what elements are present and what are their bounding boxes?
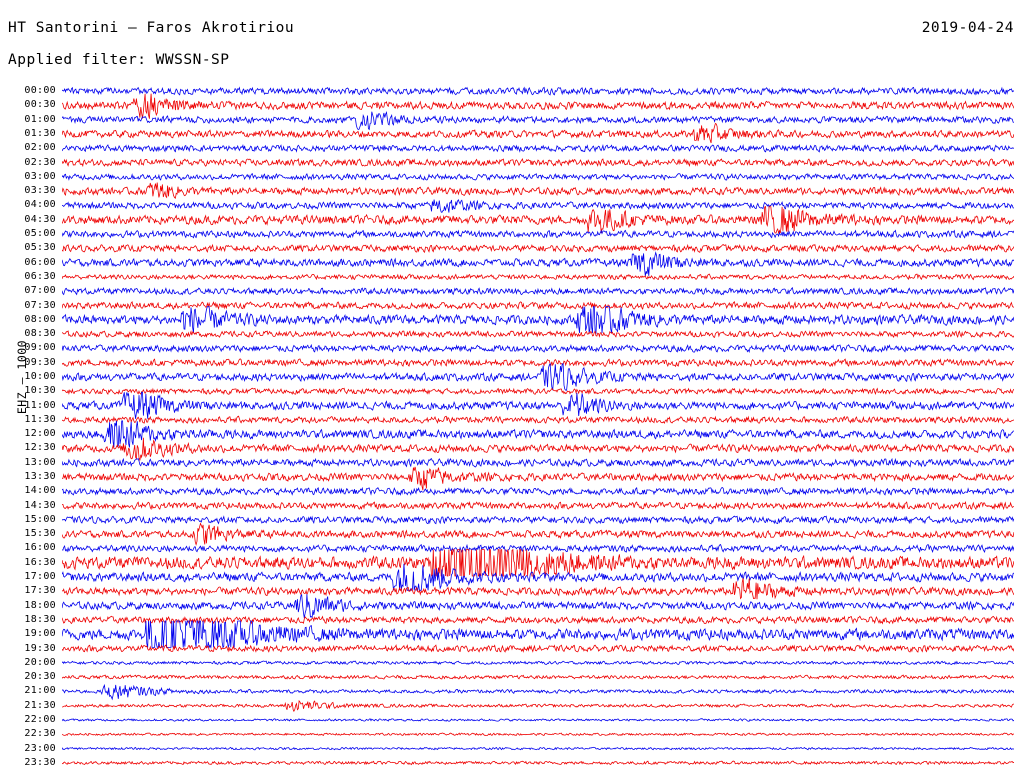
- time-tick-label: 08:00: [24, 313, 56, 325]
- time-tick-label: 09:00: [24, 342, 56, 354]
- trace-row: [62, 174, 1014, 180]
- trace-row: [62, 438, 1014, 461]
- time-tick-label: 14:00: [24, 485, 56, 497]
- time-tick-label: 18:00: [24, 599, 56, 611]
- trace-row: [62, 719, 1014, 722]
- trace-row: [62, 524, 1014, 545]
- trace-row: [62, 274, 1014, 279]
- applied-filter-label: Applied filter: WWSSN-SP: [8, 52, 230, 68]
- trace-row: [62, 200, 1014, 213]
- time-tick-label: 20:30: [24, 671, 56, 683]
- time-tick-label: 11:00: [24, 399, 56, 411]
- trace-row: [62, 733, 1014, 736]
- time-tick-label: 21:30: [24, 699, 56, 711]
- trace-row: [62, 747, 1014, 750]
- time-tick-label: 18:30: [24, 613, 56, 625]
- trace-row: [62, 516, 1014, 524]
- time-tick-label: 07:30: [24, 299, 56, 311]
- time-tick-label: 04:00: [24, 199, 56, 211]
- time-tick-label: 13:00: [24, 456, 56, 468]
- trace-row: [62, 183, 1014, 199]
- trace-row: [62, 467, 1014, 490]
- time-tick-label: 04:30: [24, 213, 56, 225]
- time-tick-label: 19:30: [24, 642, 56, 654]
- time-tick-label: 06:30: [24, 270, 56, 282]
- time-tick-label: 12:00: [24, 428, 56, 440]
- trace-row: [62, 230, 1014, 237]
- time-tick-label: 10:30: [24, 385, 56, 397]
- time-tick-label: 08:30: [24, 328, 56, 340]
- trace-row: [62, 159, 1014, 166]
- trace-row: [62, 302, 1014, 309]
- trace-row: [62, 364, 1014, 390]
- time-tick-label: 15:00: [24, 513, 56, 525]
- time-tick-label: 15:30: [24, 528, 56, 540]
- trace-row: [62, 594, 1014, 618]
- time-tick-label: 03:30: [24, 185, 56, 197]
- time-tick-label: 16:00: [24, 542, 56, 554]
- time-tick-label: 07:00: [24, 285, 56, 297]
- time-tick-label: 23:30: [24, 756, 56, 768]
- time-tick-label: 19:00: [24, 628, 56, 640]
- trace-row: [62, 245, 1014, 253]
- trace-row: [62, 392, 1014, 419]
- time-tick-label: 05:30: [24, 242, 56, 254]
- time-tick-label: 02:30: [24, 156, 56, 168]
- trace-row: [62, 578, 1014, 599]
- trace-row: [62, 685, 1014, 699]
- trace-row: [62, 416, 1014, 423]
- time-tick-label: 17:00: [24, 571, 56, 583]
- time-tick-label: 01:00: [24, 113, 56, 125]
- trace-row: [62, 253, 1014, 276]
- trace-row: [62, 94, 1014, 119]
- trace-row: [62, 459, 1014, 467]
- record-date: 2019-04-24: [921, 20, 1014, 36]
- page-title: HT Santorini — Faros Akrotiriou: [8, 20, 295, 36]
- trace-row: [62, 550, 1014, 576]
- trace-row: [62, 207, 1014, 233]
- trace-row: [62, 87, 1014, 95]
- y-axis-label: EHZ — 1000: [15, 339, 29, 415]
- time-tick-label: 06:00: [24, 256, 56, 268]
- trace-row: [62, 124, 1014, 144]
- trace-row: [62, 421, 1014, 448]
- time-tick-label: 12:30: [24, 442, 56, 454]
- helicorder-plot: [62, 84, 1014, 770]
- trace-row: [62, 145, 1014, 152]
- time-tick-label: 02:00: [24, 142, 56, 154]
- time-tick-label: 01:30: [24, 128, 56, 140]
- trace-row: [62, 502, 1014, 509]
- time-tick-label: 00:00: [24, 85, 56, 97]
- time-tick-label: 13:30: [24, 471, 56, 483]
- helicorder-traces: [62, 84, 1014, 770]
- chart-header: [0, 0, 1024, 78]
- trace-row: [62, 545, 1014, 552]
- trace-row: [62, 761, 1014, 765]
- trace-row: [62, 621, 1014, 647]
- trace-row: [62, 661, 1014, 665]
- trace-row: [62, 616, 1014, 623]
- time-tick-label: 03:00: [24, 170, 56, 182]
- time-tick-label: 20:00: [24, 656, 56, 668]
- time-tick-label: 00:30: [24, 99, 56, 111]
- time-tick-label: 23:00: [24, 742, 56, 754]
- time-tick-label: 09:30: [24, 356, 56, 368]
- trace-row: [62, 112, 1014, 130]
- time-tick-label: 21:00: [24, 685, 56, 697]
- trace-row: [62, 388, 1014, 394]
- trace-row: [62, 675, 1014, 679]
- trace-row: [62, 345, 1014, 352]
- time-tick-label: 10:00: [24, 370, 56, 382]
- trace-row: [62, 645, 1014, 652]
- time-tick-label: 05:00: [24, 228, 56, 240]
- trace-row: [62, 288, 1014, 295]
- trace-row: [62, 488, 1014, 496]
- trace-row: [62, 307, 1014, 333]
- trace-row: [62, 331, 1014, 337]
- trace-row: [62, 359, 1014, 366]
- time-tick-label: 14:30: [24, 499, 56, 511]
- time-tick-label: 22:30: [24, 728, 56, 740]
- trace-row: [62, 701, 1014, 711]
- time-tick-label: 16:30: [24, 556, 56, 568]
- time-tick-label: 22:00: [24, 713, 56, 725]
- time-tick-label: 11:30: [24, 413, 56, 425]
- time-tick-label: 17:30: [24, 585, 56, 597]
- time-axis-ticks: [0, 84, 60, 770]
